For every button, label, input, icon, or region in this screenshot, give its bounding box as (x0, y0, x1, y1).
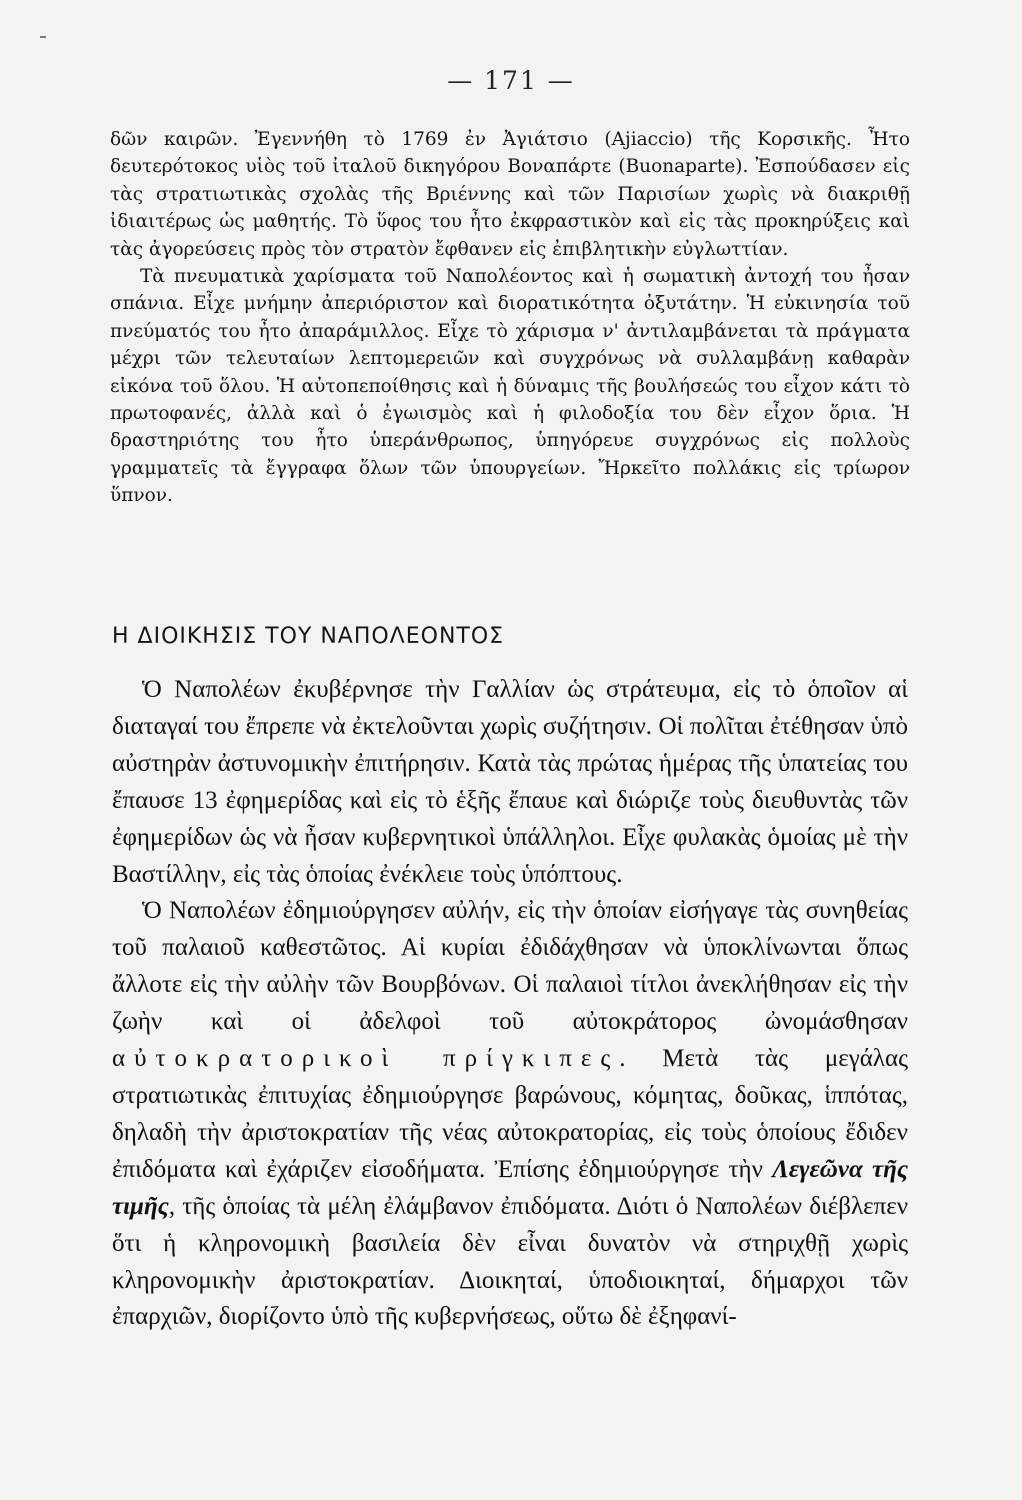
court-text-part-3: , τῆς ὁποίας τὰ μέλη ἐλάμβανον ἐπιδόματα. Διότι ὁ Ναπολέων διέβλεπεν ὅτι ἡ κληρονομικὴ βασιλεία δὲν εἶναι δυνατὸν νὰ στηριχθῇ χωρὶς κληρονομικὴν ἀριστοκρατίαν. Διοικηταί, ὑποδιοικηταί, δήμαρχοι τῶν ἐπαρχιῶν, διορίζοντο ὑπὸ τῆς κυβερνήσεως, οὕτω δὲ ἐξηφανί- (112, 1192, 908, 1331)
print-mark (40, 36, 46, 38)
paragraph-character: Τὰ πνευματικὰ χαρίσματα τοῦ Ναπολέοντος καὶ ἡ σωματικὴ ἀντοχή του ἦσαν σπάνια. Εἶχε μνήμην ἀπεριόριστον καὶ διορατικότητα ὀξυτάτην. Ἡ εὐκινησία τοῦ πνεύματός του ἦτο ἀπαράμιλλος. Εἶχε τὸ χάρισμα ν' ἀντιλαμβάνεται τὰ πράγματα μέχρι τῶν τελευταίων λεπτομερειῶν καὶ συγχρόνως νὰ συλλαμβάνῃ καθαρὰν εἰκόνα τοῦ ὅλου. Ἡ αὐτοπεποίθησις καὶ ἡ δύναμις τῆς βουλήσεώς του εἶχον κάτι τὸ πρωτοφανές, ἀλλὰ καὶ ὁ ἐγωισμὸς καὶ ἡ φιλοδοξία του δὲν εἶχον ὅρια. Ἡ δραστηριότης του ἦτο ὑπεράνθρωπος, ὑπηγόρευε συγχρόνως εἰς πολλοὺς γραμματεῖς τὰ ἔγγραφα ὅλων τῶν ὑπουργείων. Ἤρκεῖτο πολλάκις εἰς τρίωρον ὕπνον. (110, 266, 910, 507)
page-number: — 171 — (447, 66, 575, 95)
biography-text (110, 126, 910, 510)
court-text-part-2: . Μετὰ τὰς μεγάλας στρατιωτικὰς ἐπιτυχίας ἐδημιούργησε βαρώνους, κόμητας, δοῦκας, ἱππότας, δηλαδὴ τὴν ἀριστοκρατίαν τῆς νέας αὐτοκρατορίας, εἰς τοὺς ὁποίους ἔδιδεν ἐπιδόματα καὶ ἐχάριζεν εἰσοδήματα. Ἐπίσης ἐδημιούργησε τὴν (112, 1045, 908, 1183)
court-text-part-1: Ὁ Ναπολέων ἐδημιούργησεν αὐλήν, εἰς τὴν ὁποίαν εἰσήγαγε τὰς συνηθείας τοῦ παλαιοῦ καθεστῶτος. Αἱ κυρίαι ἐδιδάχθησαν νὰ ὑποκλίνωνται ὅπως ἄλλοτε εἰς τὴν αὐλὴν τῶν Βουρβόνων. Οἱ παλαιοὶ τίτλοι ἀνεκλήθησαν εἰς τὴν ζωὴν καὶ οἱ ἀδελφοὶ τοῦ αὐτοκράτορος ὠνομάσθησαν (112, 897, 908, 1036)
paragraph-court (112, 893, 908, 1336)
paragraph-government: Ὁ Ναπολέων ἐκυβέρνησε τὴν Γαλλίαν ὡς στράτευμα, εἰς τὸ ὁποῖον αἱ διαταγαί του ἔπρεπε νὰ ἐκτελοῦνται χωρὶς συζήτησιν. Οἱ πολῖται ἐτέθησαν ὑπὸ αὐστηρὰν ἀστυνομικὴν ἐπιτήρησιν. Κατὰ τὰς πρώτας ἡμέρας τῆς ὑπατείας του ἔπαυσε 13 ἐφημερίδας καὶ εἰς τὸ ἑξῆς ἔπαυε καὶ διώριζε τοὺς διευθυντὰς τῶν ἐφημερίδων ὡς νὰ ἦσαν κυβερνητικοὶ ὑπάλληλοι. Εἶχε φυλακὰς ὁμοίας μὲ τὴν Βαστίλλην, εἰς τὰς ὁποίας ἐνέκλειε τοὺς ὑπόπτους. (112, 676, 908, 888)
administration-text (112, 672, 908, 1336)
paragraph-birth: δῶν καιρῶν. Ἐγεννήθη τὸ 1769 ἐν Ἀγιάτσιο (Ajiaccio) τῆς Κορσικῆς. Ἦτο δευτερότοκος υἱὸς τοῦ ἰταλοῦ δικηγόρου Βοναπάρτε (Buonaparte). Ἐσπούδασεν εἰς τὰς στρατιωτικὰς σχολὰς τῆς Βριέννης καὶ τῶν Παρισίων χωρὶς νὰ διακριθῇ ἰδιαιτέρως ὡς μαθητής. Τὸ ὕφος του ἦτο ἐκφραστικὸν καὶ εἰς τὰς προκηρύξεις καὶ τὰς ἀγορεύσεις πρὸς τὸν στρατὸν ἔφθανεν εἰς ἐπιβλητικὴν εὐγλωττίαν. (110, 129, 910, 260)
spaced-term: αὐτοκρατορικοὶ πρίγκιπες (112, 1045, 620, 1073)
section-heading: Η ΔΙΟΙΚΗΣΙΣ ΤΟΥ ΝΑΠΟΛΕΟΝΤΟΣ (112, 624, 505, 649)
emphasized-term: Λεγεῶνα τῆς τιμῆς (112, 1155, 909, 1220)
